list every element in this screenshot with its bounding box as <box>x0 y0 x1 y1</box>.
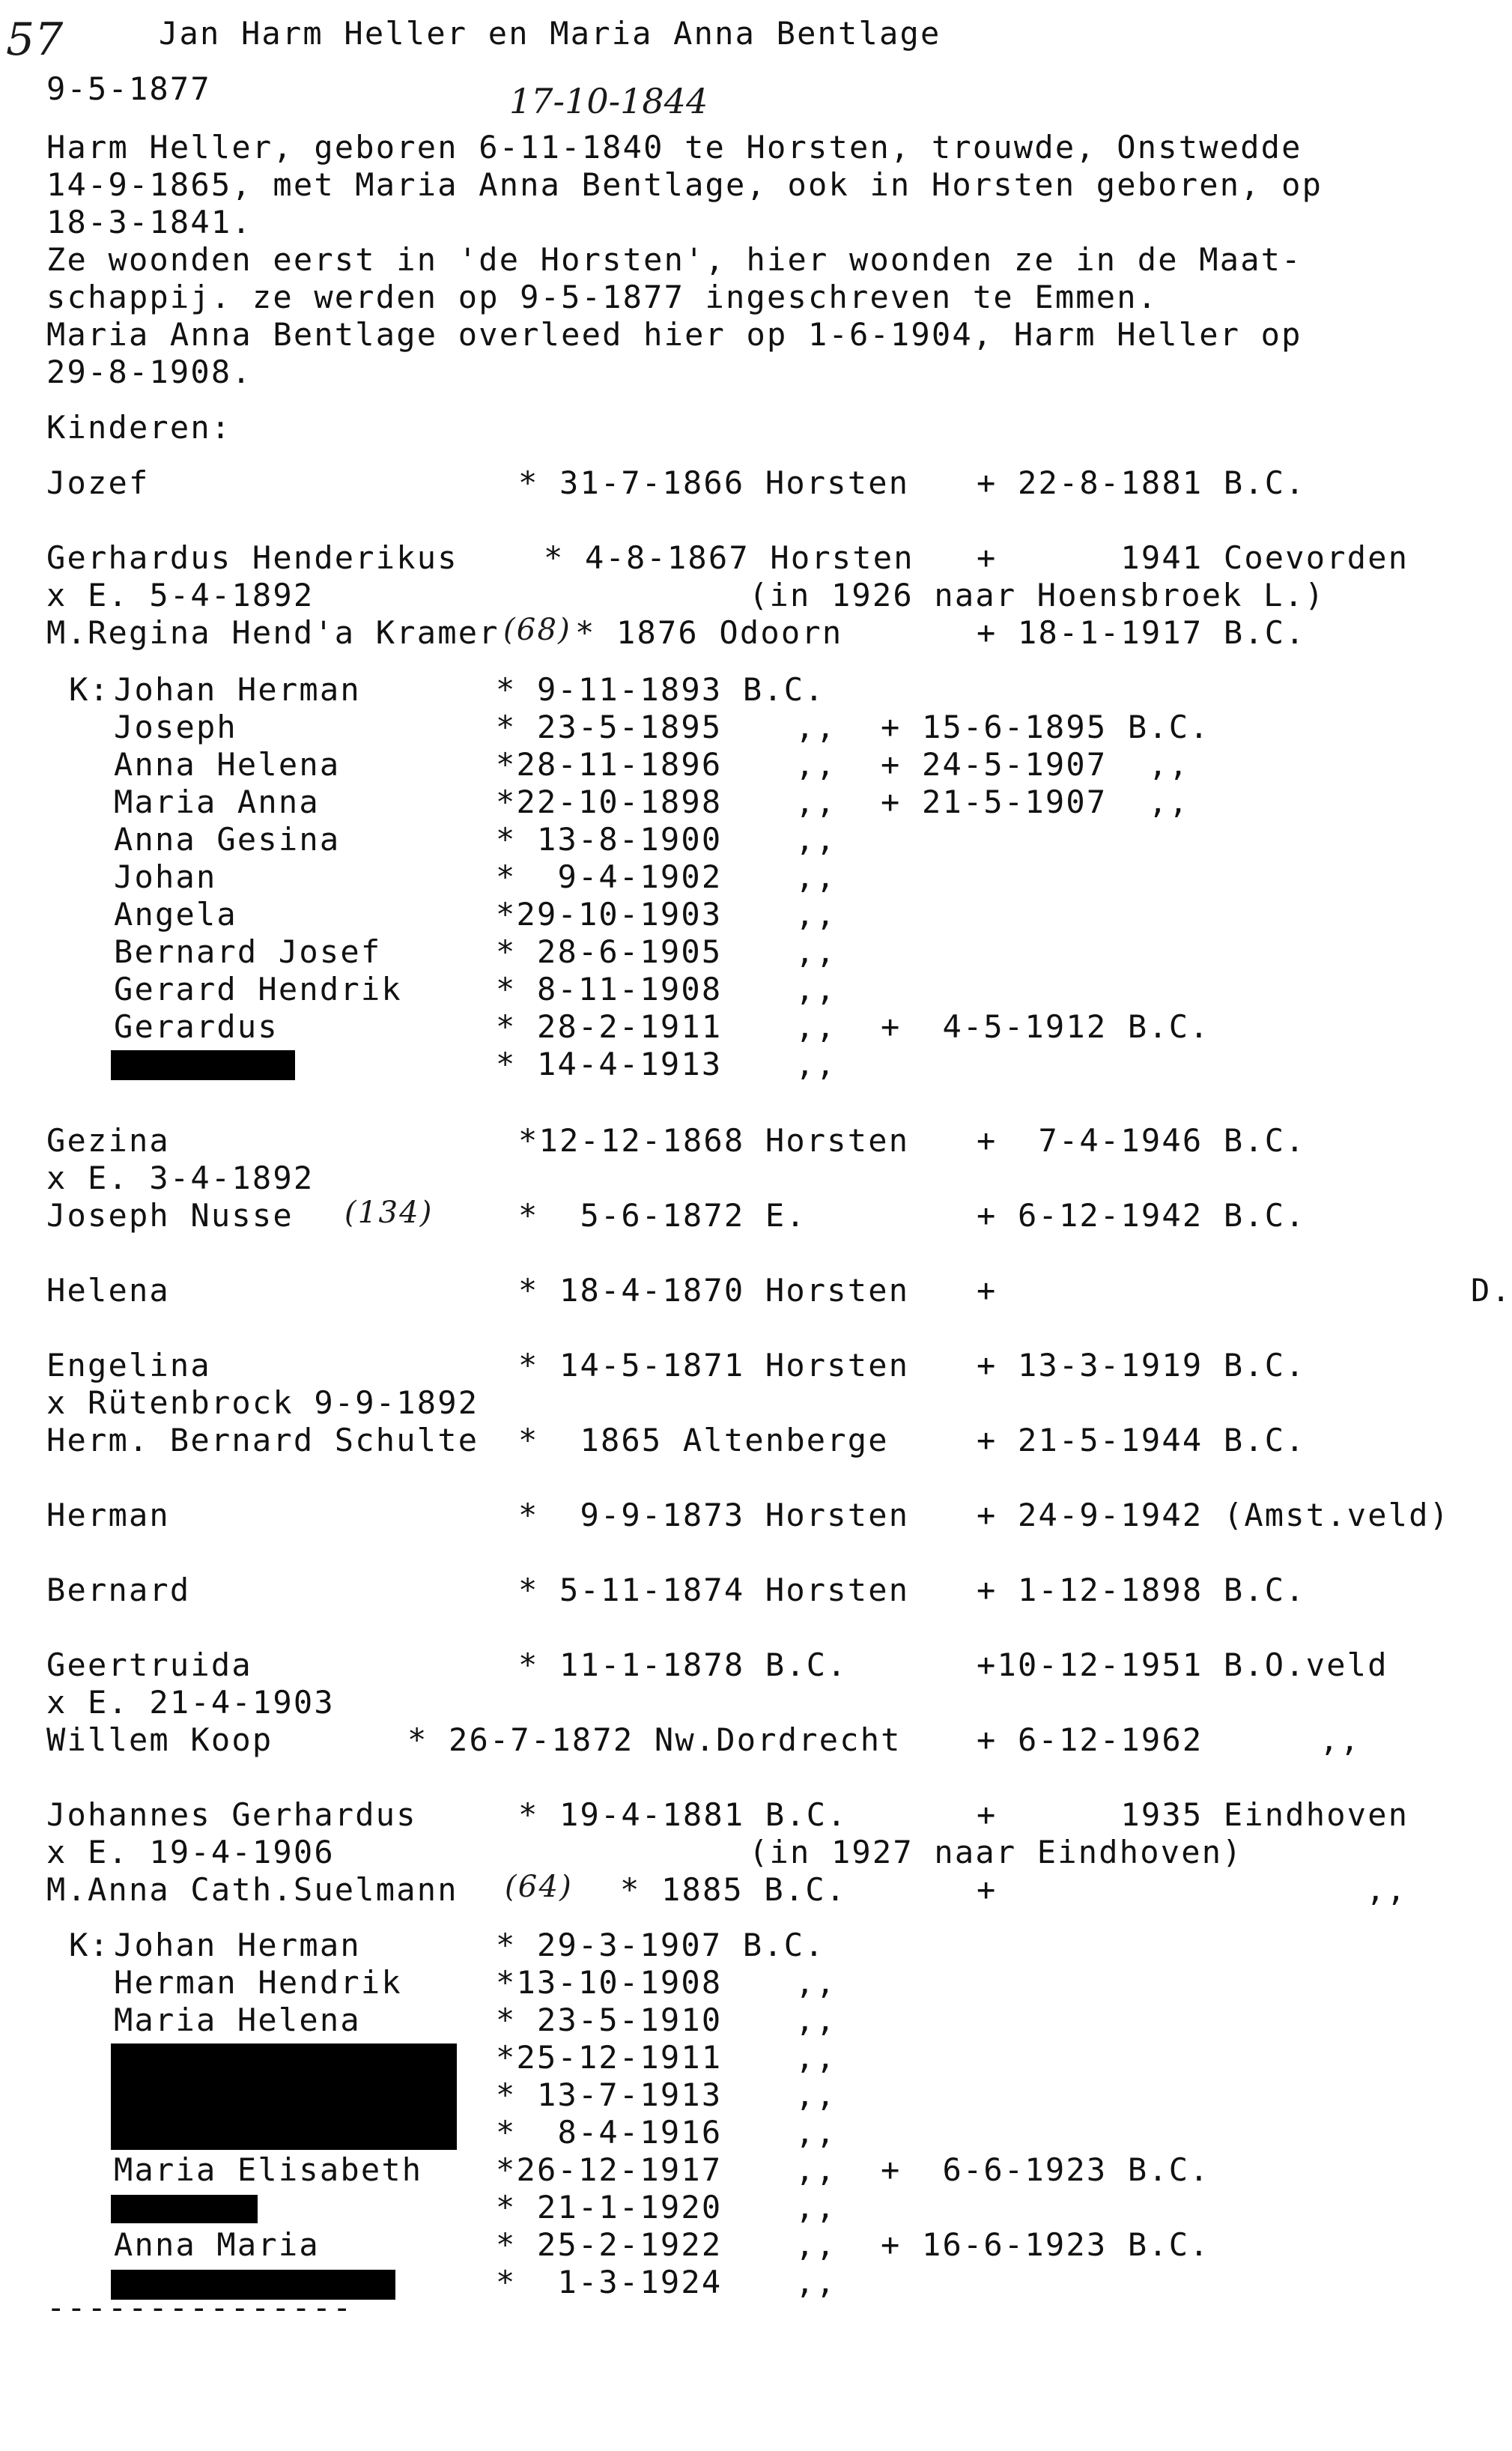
birth-info: * 11-1-1878 B.C. <box>518 1646 848 1683</box>
grandchild-birth: *25-12-1911 <box>496 2039 723 2076</box>
grandchild-birth: * 23-5-1895 <box>496 709 723 745</box>
intro-line: 29-8-1908. <box>46 354 252 390</box>
grandchild-place: ,, <box>795 784 837 820</box>
grandchild-place: ,, <box>795 2189 837 2226</box>
grandchild-place: ,, <box>795 2114 837 2151</box>
birth-info: * 14-5-1871 Horsten <box>518 1347 910 1384</box>
grandchild-name: Maria Helena <box>114 2002 361 2038</box>
intro-line: schappij. ze werden op 9-5-1877 ingeschreven te Emmen. <box>46 279 1159 315</box>
grandchild-place: ,, <box>795 1008 837 1045</box>
page-number: 57 <box>6 13 64 66</box>
birth-info: *12-12-1868 Horsten <box>518 1122 910 1159</box>
spouse-birth: * 5-6-1872 E. <box>518 1197 807 1234</box>
marriage-line: x E. 3-4-1892 <box>46 1160 315 1196</box>
child-name: Bernard <box>46 1572 191 1608</box>
grandchild-birth: * 1-3-1924 <box>496 2264 723 2300</box>
document-title: Jan Harm Heller en Maria Anna Bentlage <box>159 15 941 52</box>
spouse-reference: (134) <box>344 1196 434 1230</box>
grandchild-name: Herman Hendrik <box>114 1964 402 2001</box>
marriage-line: x E. 21-4-1903 <box>46 1684 335 1721</box>
spouse-name: M.Regina Hend'a Kramer <box>46 614 500 651</box>
spouse-death: + 6-12-1962 <box>977 1721 1203 1758</box>
grandchild-row <box>114 2002 837 2039</box>
children-prefix: K: <box>69 671 110 708</box>
grandchild-name: Gerardus <box>114 1008 279 1045</box>
spouse-death: + <box>977 1871 998 1908</box>
residence-note: (in 1927 naar Eindhoven) <box>749 1834 1243 1870</box>
grandchild-name: Johan <box>114 858 217 895</box>
grandchild-place: ,, <box>795 933 837 970</box>
grandchild-birth: * 9-4-1902 <box>496 858 723 895</box>
grandchild-death: + 4-5-1912 B.C. <box>881 1008 1210 1045</box>
grandchild-death: + 16-6-1923 B.C. <box>881 2226 1210 2263</box>
death-info: + 22-8-1881 B.C. <box>977 464 1306 501</box>
spouse-reference: (64) <box>505 1870 573 1904</box>
grandchild-birth: * 8-4-1916 <box>496 2114 723 2151</box>
grandchild-birth: *28-11-1896 <box>496 746 723 783</box>
grandchild-birth: * 25-2-1922 <box>496 2226 723 2263</box>
death-info: + 1935 Eindhoven <box>977 1796 1409 1833</box>
grandchild-row <box>69 1927 825 1964</box>
birth-info: * 5-11-1874 Horsten <box>518 1572 910 1608</box>
registration-date: 9-5-1877 <box>46 70 211 107</box>
grandchild-birth: * 21-1-1920 <box>496 2189 723 2226</box>
child-name: Gezina <box>46 1122 170 1159</box>
spouse-line <box>46 1196 1306 1234</box>
grandchild-name: Anna Maria <box>114 2226 320 2263</box>
spouse-birth: * 1885 B.C. <box>620 1871 847 1908</box>
children-prefix: K: <box>69 1927 110 1963</box>
birth-info: * 31-7-1866 Horsten <box>518 464 910 501</box>
grandchild-place: ,, <box>795 1964 837 2001</box>
children-heading: Kinderen: <box>46 409 232 446</box>
child-entry-helena <box>46 1272 1512 1309</box>
spouse-death: + 6-12-1942 B.C. <box>977 1197 1306 1234</box>
grandchild-birth: * 29-3-1907 B.C. <box>496 1927 825 1963</box>
grandchild-name: Joseph <box>114 709 237 745</box>
grandchild-birth: * 14-4-1913 <box>496 1046 723 1082</box>
grandchild-place: ,, <box>795 821 837 858</box>
grandchild-place: ,, <box>795 1046 837 1082</box>
grandchild-place: ,, <box>795 2264 837 2300</box>
grandchild-name: Johan Herman <box>114 1927 361 1963</box>
intro-line: Maria Anna Bentlage overleed hier op 1-6-1904, Harm Heller op <box>46 316 1302 353</box>
grandchild-birth: * 9-11-1893 B.C. <box>496 671 825 708</box>
birth-info: * 19-4-1881 B.C. <box>518 1796 848 1833</box>
footer-rule: --------------- <box>46 2289 353 2326</box>
spouse-name: Herm. Bernard Schulte <box>46 1422 479 1458</box>
grandchild-name: Anna Gesina <box>114 821 341 858</box>
spouse-birth: * 1876 Odoorn <box>575 614 843 651</box>
birth-info: * 4-8-1867 Horsten <box>544 539 914 576</box>
grandchild-row <box>114 821 837 858</box>
grandchild-row <box>114 858 837 896</box>
death-note: D. <box>1471 1272 1512 1309</box>
grandchild-birth: * 23-5-1910 <box>496 2002 723 2038</box>
grandchild-place: ,, <box>795 971 837 1008</box>
grandchild-birth: * 28-2-1911 <box>496 1008 723 1045</box>
spouse-place: ,, <box>1366 1871 1407 1908</box>
spouse-death: + 21-5-1944 B.C. <box>977 1422 1306 1458</box>
grandchild-place: ,, <box>795 2039 837 2076</box>
child-name: Johannes Gerhardus <box>46 1796 417 1833</box>
child-name: Helena <box>46 1272 170 1309</box>
spouse-line <box>46 1422 1306 1459</box>
spouse-line <box>46 1721 1361 1759</box>
grandchild-birth: * 13-8-1900 <box>496 821 723 858</box>
death-info: + 1941 Coevorden <box>977 539 1409 576</box>
spouse-name: Willem Koop <box>46 1721 273 1758</box>
child-name: Herman <box>46 1497 170 1533</box>
child-name: Jozef <box>46 464 150 501</box>
residence-note: (in 1926 naar Hoensbroek L.) <box>749 577 1326 613</box>
grandchild-row <box>114 1008 1210 1046</box>
marriage-line <box>46 577 1326 614</box>
child-entry-bernard <box>46 1572 1306 1609</box>
death-info: + 24-9-1942 (Amst.veld) <box>977 1497 1451 1533</box>
grandchild-row <box>69 671 825 709</box>
grandchild-birth: *26-12-1917 <box>496 2151 723 2188</box>
grandchild-name: Maria Elisabeth <box>114 2151 423 2188</box>
grandchild-name: Anna Helena <box>114 746 341 783</box>
grandchild-name: Bernard Josef <box>114 933 382 970</box>
marriage-line: x Rütenbrock 9-9-1892 <box>46 1384 479 1421</box>
grandchild-name: Johan Herman <box>114 671 361 708</box>
grandchild-row <box>114 2076 837 2114</box>
grandchild-birth: *13-10-1908 <box>496 1964 723 2001</box>
intro-line: 18-3-1841. <box>46 204 252 240</box>
grandchild-death: + 15-6-1895 B.C. <box>881 709 1210 745</box>
spouse-reference: (68) <box>503 613 571 647</box>
child-entry-geertruida <box>46 1646 1388 1684</box>
grandchild-row <box>114 709 1210 746</box>
death-info: +10-12-1951 B.O.veld <box>977 1646 1388 1683</box>
spouse-place: ,, <box>1320 1721 1361 1758</box>
grandchild-row <box>114 971 837 1008</box>
spouse-birth: * 26-7-1872 Nw.Dordrecht <box>407 1721 902 1758</box>
marriage-info: x E. 19-4-1906 <box>46 1834 335 1870</box>
grandchild-row <box>114 2226 1210 2264</box>
grandchild-name: Maria Anna <box>114 784 320 820</box>
grandchild-row <box>114 1046 837 1083</box>
death-info: + <box>977 1272 998 1309</box>
death-info: + 7-4-1946 B.C. <box>977 1122 1306 1159</box>
grandchild-birth: *29-10-1903 <box>496 896 723 933</box>
grandchild-place: ,, <box>795 709 837 745</box>
spouse-death: + 18-1-1917 B.C. <box>977 614 1306 651</box>
intro-line: Ze woonden eerst in 'de Horsten', hier woonden ze in de Maat- <box>46 241 1302 278</box>
child-entry-engelina <box>46 1347 1306 1384</box>
spouse-line <box>46 613 1306 652</box>
child-entry-gezina <box>46 1122 1306 1160</box>
death-info: + 13-3-1919 B.C. <box>977 1347 1306 1384</box>
grandchild-birth: * 13-7-1913 <box>496 2076 723 2113</box>
spouse-name: Joseph Nusse <box>46 1197 294 1234</box>
death-info: + 1-12-1898 B.C. <box>977 1572 1306 1608</box>
intro-line: 14-9-1865, met Maria Anna Bentlage, ook in Horsten geboren, op <box>46 166 1323 203</box>
child-name: Gerhardus Henderikus <box>46 539 458 576</box>
grandchild-row <box>114 1964 837 2002</box>
grandchild-place: ,, <box>795 2002 837 2038</box>
child-name: Geertruida <box>46 1646 252 1683</box>
child-entry-herman <box>46 1497 1451 1534</box>
grandchild-row <box>114 896 837 933</box>
child-entry-johannes <box>46 1796 1409 1834</box>
grandchild-place: ,, <box>795 2151 837 2188</box>
grandchild-row <box>114 2189 837 2226</box>
grandchild-birth: * 8-11-1908 <box>496 971 723 1008</box>
handwritten-date: 17-10-1844 <box>509 81 708 121</box>
grandchild-place: ,, <box>795 746 837 783</box>
grandchild-birth: *22-10-1898 <box>496 784 723 820</box>
birth-info: * 9-9-1873 Horsten <box>518 1497 910 1533</box>
spouse-name: M.Anna Cath.Suelmann <box>46 1871 458 1908</box>
grandchild-row <box>114 784 1190 821</box>
child-entry-gerhardus <box>46 539 1409 577</box>
grandchild-death: + 24-5-1907 ,, <box>881 746 1190 783</box>
grandchild-place: ,, <box>795 2226 837 2263</box>
marriage-info: x E. 5-4-1892 <box>46 577 315 613</box>
grandchild-name: Gerard Hendrik <box>114 971 402 1008</box>
grandchild-name: Angela <box>114 896 237 933</box>
grandchild-row <box>114 2151 1210 2189</box>
spouse-line <box>46 1870 1407 1909</box>
grandchild-row <box>114 2114 837 2151</box>
grandchild-death: + 21-5-1907 ,, <box>881 784 1190 820</box>
grandchild-row <box>114 933 837 971</box>
spouse-birth: * 1865 Altenberge <box>518 1422 889 1458</box>
intro-line: Harm Heller, geboren 6-11-1840 te Horsten, trouwde, Onstwedde <box>46 129 1302 166</box>
grandchild-place: ,, <box>795 858 837 895</box>
child-entry-jozef <box>46 464 1306 502</box>
grandchild-row <box>114 746 1190 784</box>
grandchild-death: + 6-6-1923 B.C. <box>881 2151 1210 2188</box>
marriage-line <box>46 1834 1243 1871</box>
grandchild-place: ,, <box>795 896 837 933</box>
birth-info: * 18-4-1870 Horsten <box>518 1272 910 1309</box>
grandchild-birth: * 28-6-1905 <box>496 933 723 970</box>
grandchild-row <box>114 2039 837 2076</box>
child-name: Engelina <box>46 1347 211 1384</box>
grandchild-place: ,, <box>795 2076 837 2113</box>
